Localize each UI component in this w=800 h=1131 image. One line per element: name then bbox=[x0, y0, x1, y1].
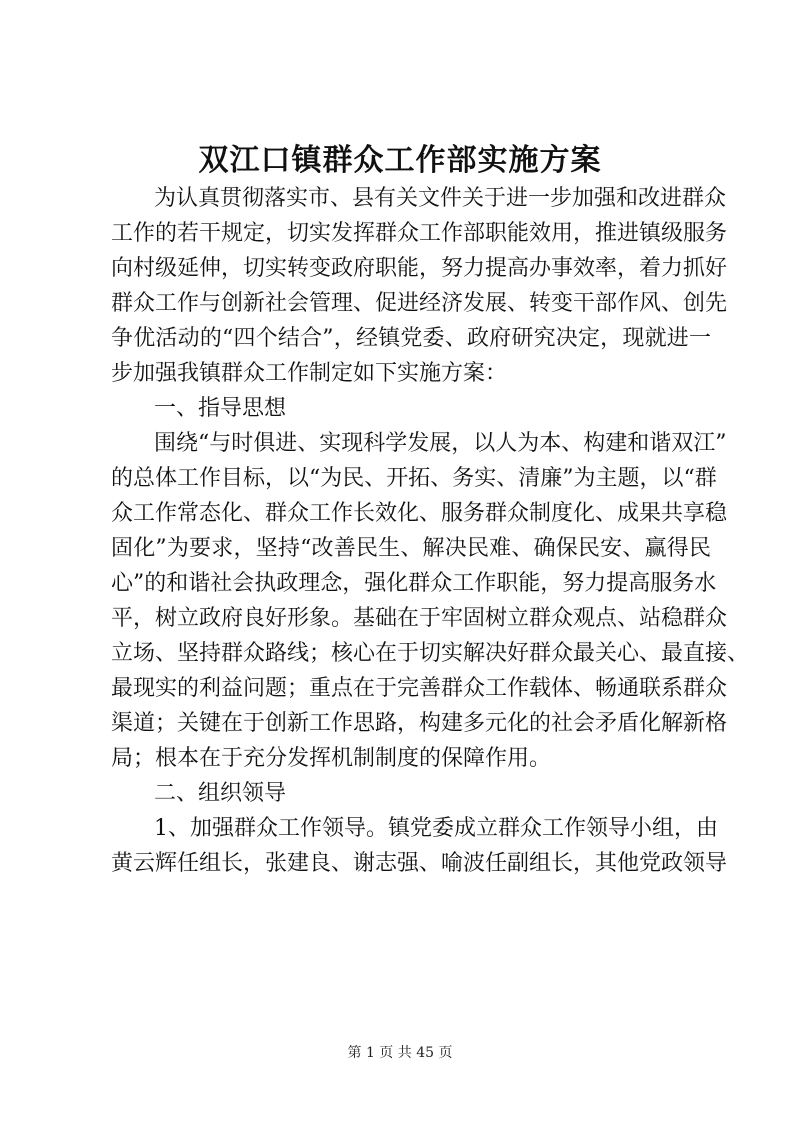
section-heading: 一、指导思想 bbox=[154, 396, 287, 421]
body-line: 的总体工作目标，以“为民、开拓、务实、清廉”为主题，以“群 bbox=[111, 466, 717, 491]
body-line: 众工作常态化、群众工作长效化、服务群众制度化、成果共享稳 bbox=[111, 501, 728, 526]
body-line: 固化”为要求，坚持“改善民生、解决民难、确保民安、赢得民 bbox=[111, 536, 711, 561]
body-line: 争优活动的“四个结合”，经镇党委、政府研究决定，现就进一 bbox=[111, 326, 711, 351]
body-line: 局；根本在于充分发挥机制制度的保障作用。 bbox=[111, 746, 552, 771]
body-line: 步加强我镇群众工作制定如下实施方案： bbox=[111, 361, 508, 386]
body-line: 最现实的利益问题；重点在于完善群众工作载体、畅通联系群众 bbox=[111, 676, 728, 701]
body-line: 工作的若干规定，切实发挥群众工作部职能效用，推进镇级服务 bbox=[111, 221, 728, 246]
body-line: 向村级延伸，切实转变政府职能，努力提高办事效率，着力抓好 bbox=[111, 256, 728, 281]
body-line: 黄云辉任组长，张建良、谢志强、喻波任副组长，其他党政领导 bbox=[111, 851, 728, 876]
body-line: 1、加强群众工作领导。镇党委成立群众工作领导小组，由 bbox=[154, 816, 718, 841]
document-title: 双江口镇群众工作部实施方案 bbox=[198, 143, 602, 178]
body-line: 围绕“与时俱进、实现科学发展，以人为本、构建和谐双江” bbox=[154, 431, 727, 456]
page-number-footer: 第 1 页 共 45 页 bbox=[347, 1045, 453, 1061]
body-line: 渠道；关键在于创新工作思路，构建多元化的社会矛盾化解新格 bbox=[111, 711, 728, 736]
body-line: 心”的和谐社会执政理念，强化群众工作职能，努力提高服务水 bbox=[111, 571, 717, 596]
body-line: 立场、坚持群众路线；核心在于切实解决好群众最关心、最直接、 bbox=[111, 641, 750, 666]
body-line: 群众工作与创新社会管理、促进经济发展、转变干部作风、创先 bbox=[111, 291, 728, 316]
body-line: 为认真贯彻落实市、县有关文件关于进一步加强和改进群众 bbox=[154, 186, 727, 211]
section-heading: 二、组织领导 bbox=[154, 781, 287, 806]
body-line: 平，树立政府良好形象。基础在于牢固树立群众观点、站稳群众 bbox=[111, 606, 728, 631]
